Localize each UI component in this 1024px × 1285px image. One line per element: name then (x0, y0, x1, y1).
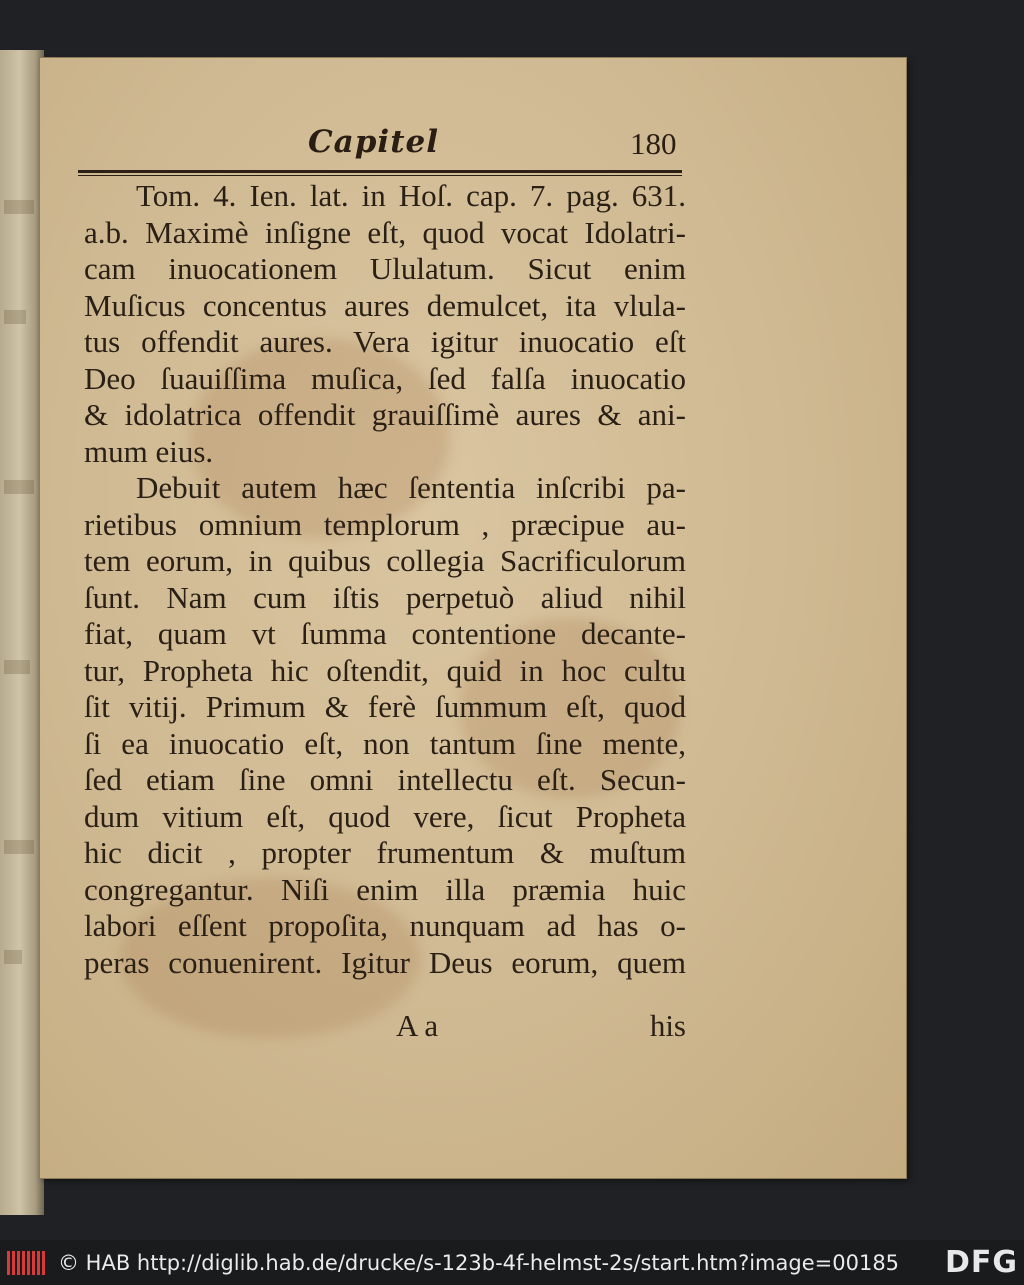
text-line: Debuit autem hæc ſententia inſcribi pa- (136, 470, 686, 505)
print-streak (4, 200, 34, 214)
text-line: Deo ſuauiſſima muſica, ſed falſa inuocatio (84, 360, 686, 396)
copyright-link[interactable]: © HAB http://diglib.hab.de/drucke/s-123b-4f-helmst-2s/start.htm?image=00185 (58, 1251, 900, 1275)
text-line: tur, Propheta hic oſtendit, quid in hoc cultu (84, 652, 686, 688)
text-line: congregantur. Niſi enim illa præmia huic (84, 871, 686, 907)
text-line: mum eius. (84, 433, 214, 469)
body-text (84, 178, 686, 981)
previous-page-edge (0, 50, 44, 1215)
text-line: tem eorum, in quibus collegia Sacrificulorum (84, 543, 686, 578)
viewer-footer (0, 1240, 1024, 1285)
text-line: & idolatrica offendit grauiſſimè aures & ani- (84, 397, 686, 432)
text-line: dum vitium eſt, quod vere, ſicut Propheta (84, 798, 686, 834)
catchword: his (649, 1008, 686, 1043)
page-number: 180 (630, 126, 677, 161)
book-page (40, 58, 906, 1178)
head-rule (78, 170, 682, 176)
text-line: ſit vitij. Primum & ferè ſummum eſt, quod (84, 689, 686, 724)
text-line: rietibus omnium templorum , præcipue au- (84, 506, 686, 542)
text-line: labori eſſent propoſita, nunquam ad has o- (84, 908, 686, 943)
text-line: fiat, quam vt ſumma contentione decante- (84, 616, 686, 651)
dfg-logo: DFG (944, 1245, 1018, 1280)
print-streak (4, 840, 34, 854)
print-streak (4, 480, 34, 494)
print-streak (4, 660, 30, 674)
page-foot (84, 1008, 686, 1048)
text-line: peras conuenirent. Igitur Deus eorum, quem (84, 944, 686, 980)
text-line: ſi ea inuocatio eſt, non tantum ſine mente, (84, 725, 686, 761)
text-line: a.b. Maximè inſigne eſt, quod vocat Idolatri- (84, 214, 686, 250)
running-head (40, 122, 906, 170)
text-line: cam inuocationem Ululatum. Sicut enim (84, 251, 686, 286)
hab-library-icon (6, 1249, 48, 1277)
print-streak (4, 950, 22, 964)
text-line: Muſicus concentus aures demulcet, ita vlula- (84, 287, 686, 323)
text-line: ſed etiam ſine omni intellectu eſt. Secun- (84, 762, 686, 797)
text-line: hic dicit , propter frumentum & muſtum (84, 835, 686, 870)
signature-mark: A a (396, 1008, 439, 1043)
text-line: Tom. 4. Ien. lat. in Hoſ. cap. 7. pag. 631. (136, 178, 686, 213)
running-title: Capitel (308, 124, 440, 160)
print-streak (4, 310, 26, 324)
text-line: ſunt. Nam cum iſtis perpetuò aliud nihil (84, 579, 686, 615)
text-line: tus offendit aures. Vera igitur inuocatio eſt (84, 324, 686, 359)
